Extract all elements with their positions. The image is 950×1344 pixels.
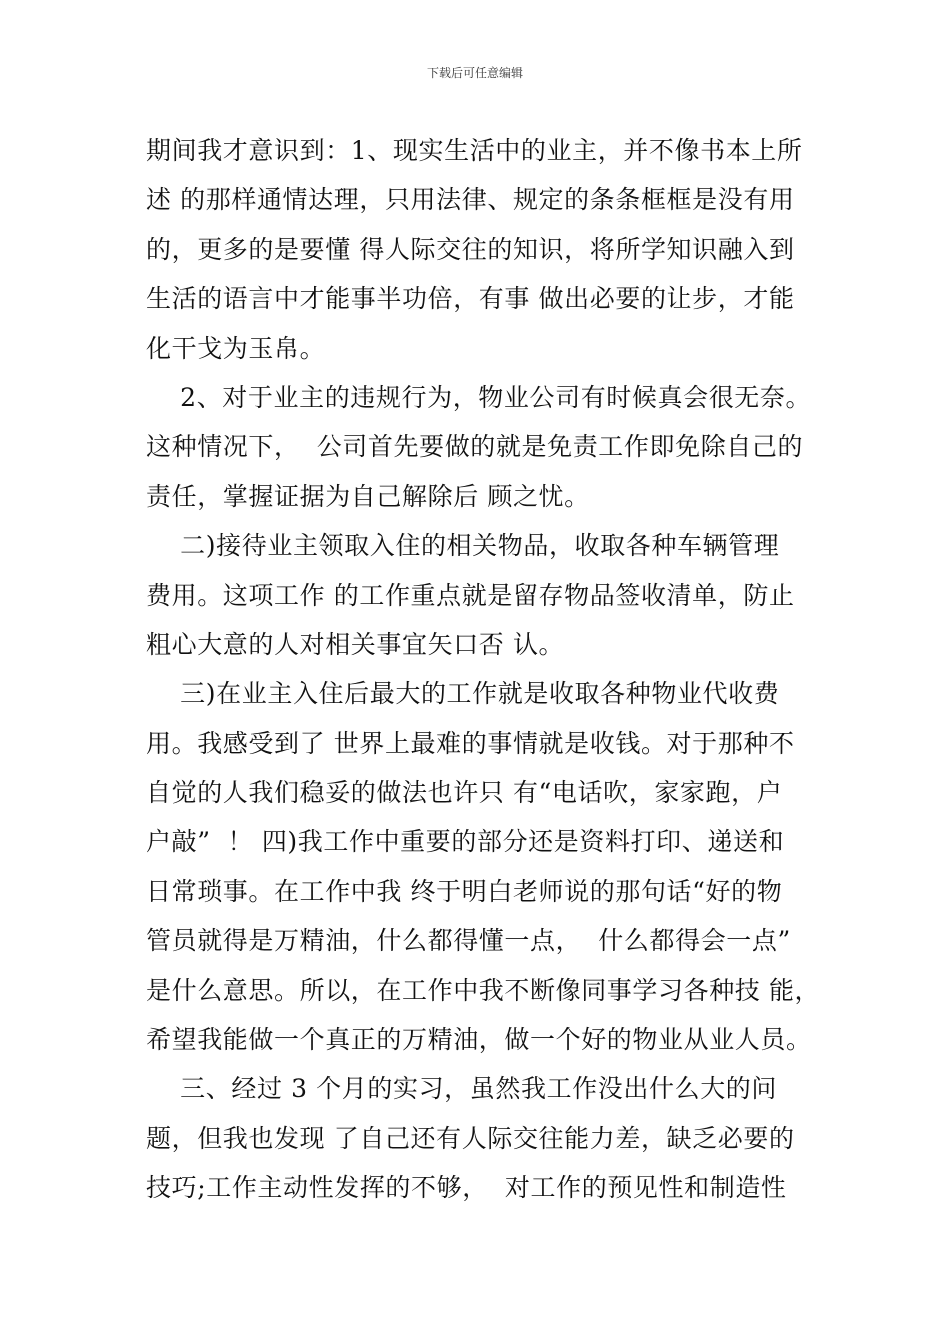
text-line: 述 的那样通情达理，只用法律、规定的条条框框是没有用	[146, 185, 795, 215]
text-line: 是什么意思。所以，在工作中我不断像同事学习各种技 能，	[146, 975, 821, 1005]
text-line: 三、经过 3 个月的实习，虽然我工作没出什么大的问	[146, 1074, 777, 1104]
text-line: 生活的语言中才能事半功倍，有事 做出必要的让步，才能	[146, 284, 795, 314]
text-line: 二)接待业主领取入住的相关物品，收取各种车辆管理	[146, 531, 780, 561]
text-line: 户敲” ！ 四)我工作中重要的部分还是资料打印、递送和	[146, 827, 785, 857]
text-line: 化干戈为玉帛。	[146, 333, 326, 363]
text-line: 管员就得是万精油，什么都得懂一点， 什么都得会一点”	[146, 926, 791, 956]
text-line: 自觉的人我们稳妥的做法也许只 有“电话吹，家家跑，户	[146, 778, 783, 808]
text-line: 用。我感受到了 世界上最难的事情就是收钱。对于那种不	[146, 728, 795, 758]
text-line: 这种情况下， 公司首先要做的就是免责工作即免除自己的	[146, 432, 804, 462]
document-body	[146, 126, 826, 1213]
text-line: 责任，掌握证据为自己解除后 顾之忧。	[146, 481, 590, 511]
text-line: 技巧;工作主动性发挥的不够， 对工作的预见性和制造性	[146, 1173, 787, 1203]
text-line: 三)在业主入住后最大的工作就是收取各种物业代收费	[146, 679, 780, 709]
text-line: 期间我才意识到：1、现实生活中的业主，并不像书本上所	[146, 136, 803, 165]
text-line: 粗心大意的人对相关事宜矢口否 认。	[146, 629, 565, 659]
text-line: 2、对于业主的违规行为，物业公司有时候真会很无奈。	[146, 382, 812, 412]
text-line: 的，更多的是要懂 得人际交往的知识，将所学知识融入到	[146, 234, 795, 264]
page-header-note: 下载后可任意编辑	[426, 66, 523, 80]
text-line: 希望我能做一个真正的万精油，做一个好的物业从业人员。	[146, 1025, 812, 1055]
text-line: 题，但我也发现 了自己还有人际交往能力差，缺乏必要的	[146, 1123, 795, 1153]
text-line: 日常琐事。在工作中我 终于明白老师说的那句话“好的物	[146, 876, 783, 906]
text-line: 费用。这项工作 的工作重点就是留存物品签收清单，防止	[146, 580, 795, 610]
